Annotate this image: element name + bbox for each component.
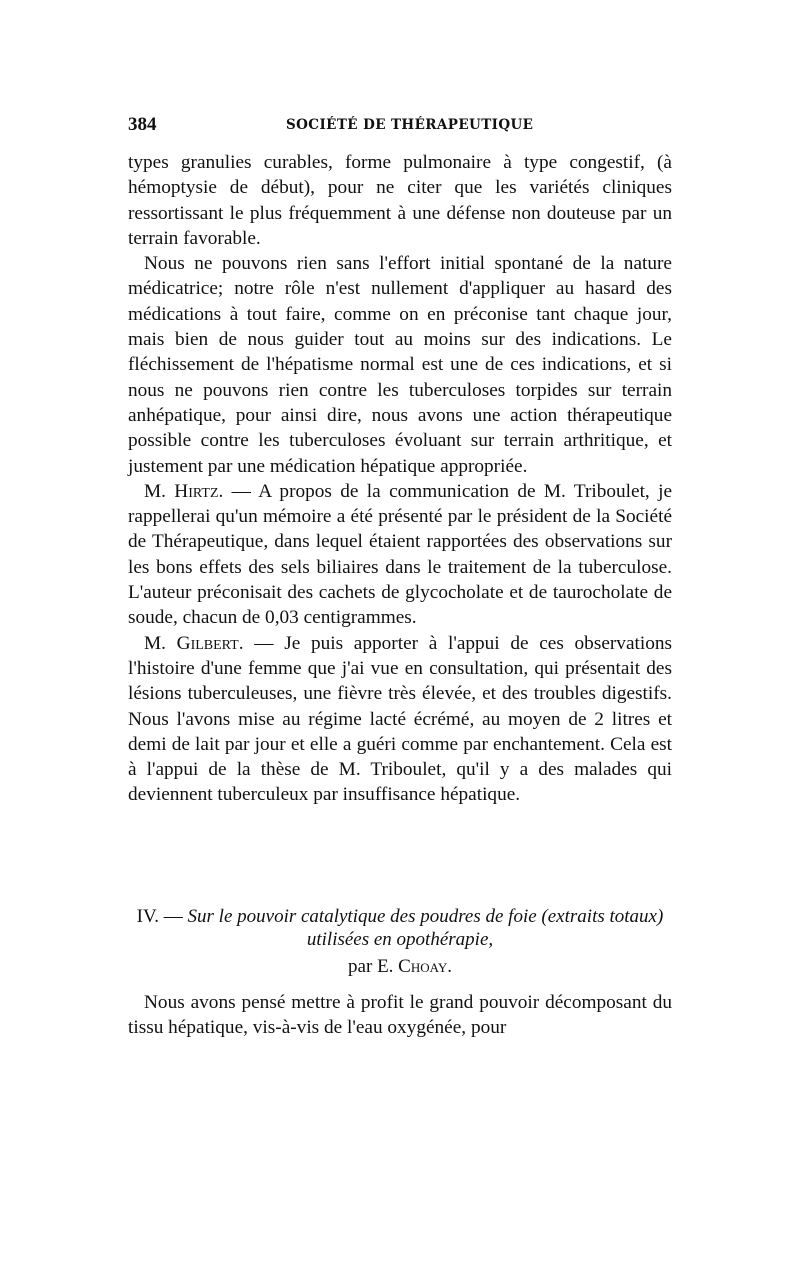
section-paragraph: Nous avons pensé mettre à profit le grand pouvoir décomposant du tissu hépatique, vis-à-vis de l'eau oxygénée, pour bbox=[128, 992, 672, 1039]
section-body bbox=[128, 990, 672, 1041]
speaker-hirtz: M. Hirtz. bbox=[144, 480, 224, 502]
page-header bbox=[128, 114, 672, 140]
paragraph-continuation: types granulies curables, forme pulmonaire à type congestif, (à hémoptysie de début), pour ne citer que les variétés cliniques ressortissant le plus fréquemment à une défense non douteuse par un terrain favorable. bbox=[128, 152, 672, 249]
section-title-part-1: Sur le pouvoir catalytique des poudres de foie (extraits totaux) bbox=[187, 906, 664, 927]
section-heading bbox=[128, 905, 672, 951]
page-number: 384 bbox=[128, 114, 157, 135]
body-text bbox=[128, 150, 672, 808]
gilbert-remarks: — Je puis apporter à l'appui de ces observations l'histoire d'une femme que j'ai vue en consultation, qui présentait des lésions tuberculeuses, une fièvre très élevée, et des troubles digestifs. Nous l'avons mise au régime lacté écrémé, au moyen de 2 litres et demi de lait par jour et elle a guéri comme par enchantement. Cela est à l'appui de la thèse de M. Triboulet, qu'il y a des malades qui deviennent tuberculeux par insuffisance hépatique. bbox=[128, 632, 673, 806]
section-author bbox=[128, 956, 672, 978]
section-title-line-2: utilisées en opothérapie, bbox=[306, 929, 494, 950]
running-head: SOCIÉTÉ DE THÉRAPEUTIQUE bbox=[286, 117, 534, 133]
speaker-gilbert: M. Gilbert. bbox=[144, 632, 244, 654]
author-prefix: par bbox=[348, 956, 378, 977]
section-title-line-1 bbox=[128, 905, 672, 928]
paragraph-indications: Nous ne pouvons rien sans l'effort initial spontané de la nature médicatrice; notre rôle n'est nullement d'appliquer au hasard des médications à tout faire, comme on en préconise tant chaque jour, mais bien de nous guider tout au moins sur des indications. Le fléchissement de l'hépatisme normal est une de ces indications, et si nous ne pouvons rien contre les tuberculoses torpides sur terrain anhépatique, pour ainsi dire, nous avons une action thérapeutique possible contre les tuberculoses évoluant sur terrain arthritique, et justement par une médication hépatique appropriée. bbox=[128, 253, 672, 477]
author-name: E. Choay. bbox=[377, 956, 452, 977]
paragraph-gilbert bbox=[128, 631, 672, 808]
paragraph-hirtz bbox=[128, 479, 672, 631]
hirtz-remarks: — A propos de la communication de M. Triboulet, je rappellerai qu'un mémoire a été présenté par le président de la Société de Thérapeutique, dans lequel étaient rapportées des observations sur les bons effets des sels biliaires dans le traitement de la tuberculose. L'auteur préconisait des cachets de glycocholate et de taurocholate de soude, chacun de 0,03 centigrammes. bbox=[128, 480, 672, 629]
section-number: IV. — bbox=[136, 906, 188, 927]
